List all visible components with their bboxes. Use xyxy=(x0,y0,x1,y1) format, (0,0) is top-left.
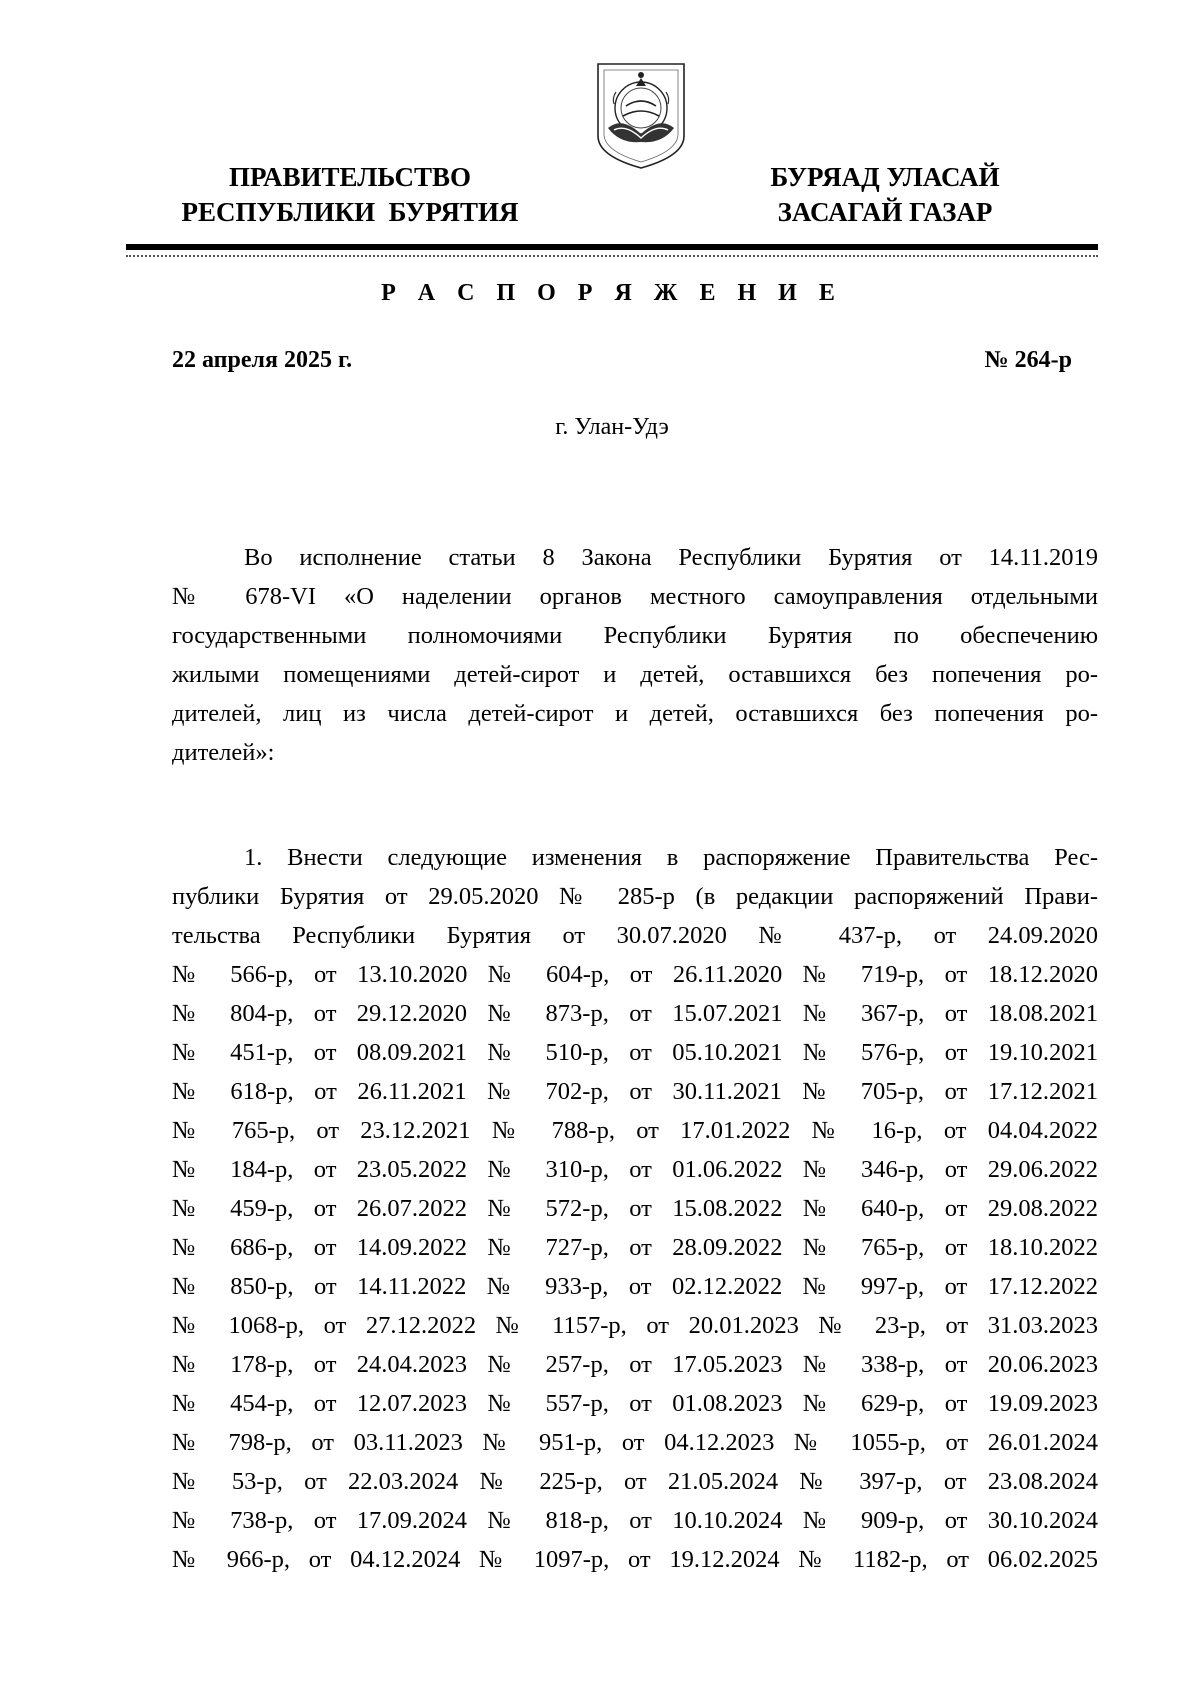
text-line: дителей»: xyxy=(172,739,275,766)
text-line: № 738-р, от 17.09.2024 № 818-р, от 10.10.2024 № 909-р, от 30.10.2024 xyxy=(172,1507,1098,1534)
org-name-russian xyxy=(150,160,550,230)
text-line: № 686-р, от 14.09.2022 № 727-р, от 28.09.2022 № 765-р, от 18.10.2022 xyxy=(172,1234,1098,1261)
text-line: № 798-р, от 03.11.2023 № 951-р, от 04.12.2023 № 1055-р, от 26.01.2024 xyxy=(172,1429,1098,1456)
text-line: № 178-р, от 24.04.2023 № 257-р, от 17.05.2023 № 338-р, от 20.06.2023 xyxy=(172,1351,1098,1378)
header-divider-thin xyxy=(126,255,1098,257)
text-line: публики Бурятия от 29.05.2020 № 285-р (в редакции распоряжений Прави- xyxy=(172,883,1098,910)
text-line: № 765-р, от 23.12.2021 № 788-р, от 17.01.2022 № 16-р, от 04.04.2022 xyxy=(172,1117,1098,1144)
text-line: дителей, лиц из числа детей-сирот и детей, оставшихся без попечения ро- xyxy=(172,700,1098,727)
text-line: № 184-р, от 23.05.2022 № 310-р, от 01.06.2022 № 346-р, от 29.06.2022 xyxy=(172,1156,1098,1183)
text-line: № 566-р, от 13.10.2020 № 604-р, от 26.11.2020 № 719-р, от 18.12.2020 xyxy=(172,961,1098,988)
text-line: № 454-р, от 12.07.2023 № 557-р, от 01.08.2023 № 629-р, от 19.09.2023 xyxy=(172,1390,1098,1417)
text-line: жилыми помещениями детей-сирот и детей, оставшихся без попечения ро- xyxy=(172,661,1098,688)
text-line: № 459-р, от 26.07.2022 № 572-р, от 15.08.2022 № 640-р, от 29.08.2022 xyxy=(172,1195,1098,1222)
coat-of-arms-icon xyxy=(592,58,690,172)
text-line: № 451-р, от 08.09.2021 № 510-р, от 05.10.2021 № 576-р, от 19.10.2021 xyxy=(172,1039,1098,1066)
org-name-buryat-line-2: ЗАСАГАЙ ГАЗАР xyxy=(777,197,993,227)
org-name-buryat xyxy=(730,160,1040,230)
document-date: 22 апреля 2025 г. xyxy=(172,347,353,373)
text-line: тельства Республики Бурятия от 30.07.2020 № 437-р, от 24.09.2020 xyxy=(172,922,1098,949)
text-line: Во исполнение статьи 8 Закона Республики Бурятия от 14.11.2019 xyxy=(244,544,1098,571)
text-line: № 966-р, от 04.12.2024 № 1097-р, от 19.12.2024 № 1182-р, от 06.02.2025 xyxy=(172,1546,1098,1573)
org-name-russian-line-1: ПРАВИТЕЛЬСТВО xyxy=(228,162,472,192)
org-name-buryat-line-1: БУРЯАД УЛАСАЙ xyxy=(770,162,1000,192)
text-line: № 618-р, от 26.11.2021 № 702-р, от 30.11.2021 № 705-р, от 17.12.2021 xyxy=(172,1078,1098,1105)
text-line: 1. Внести следующие изменения в распоряжение Правительства Рес- xyxy=(244,844,1098,871)
preamble-paragraph xyxy=(172,538,1098,772)
text-line: № 1068-р, от 27.12.2022 № 1157-р, от 20.01.2023 № 23-р, от 31.03.2023 xyxy=(172,1312,1098,1339)
text-line: № 850-р, от 14.11.2022 № 933-р, от 02.12.2022 № 997-р, от 17.12.2022 xyxy=(172,1273,1098,1300)
text-line: № 804-р, от 29.12.2020 № 873-р, от 15.07.2021 № 367-р, от 18.08.2021 xyxy=(172,1000,1098,1027)
document-type-title: Р А С П О Р Я Ж Е Н И Е xyxy=(381,280,843,306)
text-line: государственными полномочиями Республики Бурятия по обеспечению xyxy=(172,622,1098,649)
header-divider-thick xyxy=(126,244,1098,250)
org-name-russian-line-2: РЕСПУБЛИКИ БУРЯТИЯ xyxy=(181,197,519,227)
text-line: № 678-VI «О наделении органов местного самоуправления отдельными xyxy=(172,583,1098,610)
document-number: № 264-р xyxy=(984,347,1072,373)
text-line: № 53-р, от 22.03.2024 № 225-р, от 21.05.2024 № 397-р, от 23.08.2024 xyxy=(172,1468,1098,1495)
item-one-paragraph xyxy=(172,838,1098,1579)
document-city: г. Улан-Удэ xyxy=(555,414,669,440)
